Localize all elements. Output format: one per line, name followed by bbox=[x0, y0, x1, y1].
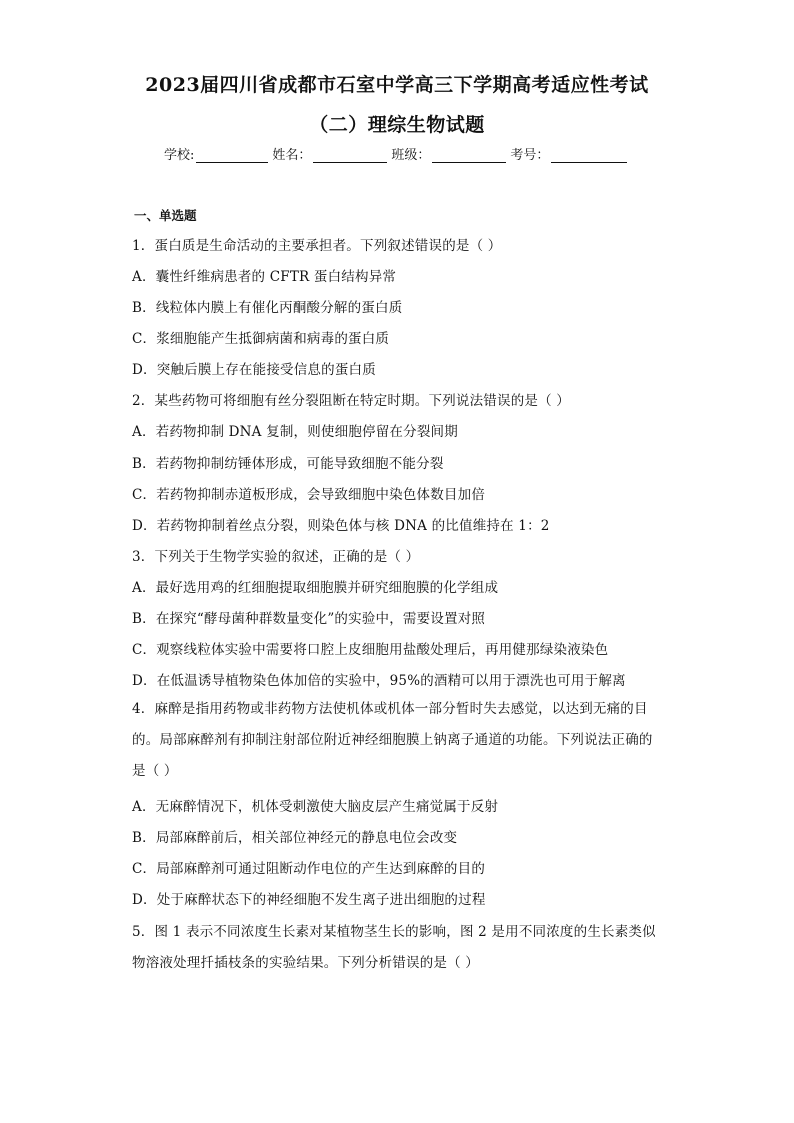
name-blank[interactable] bbox=[313, 148, 387, 163]
question-2-option-c: C．若药物抑制赤道板形成，会导致细胞中染色体数目加倍 bbox=[132, 487, 486, 503]
question-1-option-b: B．线粒体内膜上有催化丙酮酸分解的蛋白质 bbox=[132, 300, 403, 316]
question-5-stem-line1: 5．图 1 表示不同浓度生长素对某植物茎生长的影响，图 2 是用不同浓度的生长素类似 bbox=[132, 924, 656, 940]
question-4-option-a: A．无麻醉情况下，机体受刺激使大脑皮层产生痛觉属于反射 bbox=[132, 799, 499, 815]
question-4-stem: 4．麻醉是指用药物或非药物方法使机体或机体一部分暂时失去感觉，以达到无痛的目的。局部麻醉剂有抑制注射部位附近神经细胞膜上钠离子通道的功能。下列说法正确的是（ ） bbox=[132, 701, 653, 779]
question-2-option-a: A．若药物抑制 DNA 复制，则使细胞停留在分裂间期 bbox=[132, 424, 458, 440]
question-2-stem: 2．某些药物可将细胞有丝分裂阻断在特定时期。下列说法错误的是（ ） bbox=[132, 393, 570, 409]
question-3-option-d: D．在低温诱导植物染色体加倍的实验中，95%的酒精可以用于漂洗也可用于解离 bbox=[132, 673, 626, 689]
school-blank[interactable] bbox=[196, 148, 268, 163]
question-3-option-a: A．最好选用鸡的红细胞提取细胞膜并研究细胞膜的化学组成 bbox=[132, 580, 499, 596]
question-2-option-d: D．若药物抑制着丝点分裂，则染色体与核 DNA 的比值维持在 1：2 bbox=[132, 518, 550, 534]
question-5-stem-line2: 物溶液处理扦插枝条的实验结果。下列分析错误的是（ ） bbox=[132, 955, 479, 971]
class-label: 班级： bbox=[391, 148, 431, 163]
exam-number-label: 考号： bbox=[510, 148, 550, 163]
section-heading: 一、单选题 bbox=[134, 208, 197, 223]
question-4-option-b: B．局部麻醉前后，相关部位神经元的静息电位会改变 bbox=[132, 830, 458, 846]
question-3-option-c: C．观察线粒体实验中需要将口腔上皮细胞用盐酸处理后，再用健那绿染液染色 bbox=[132, 642, 609, 658]
question-4-option-d: D．处于麻醉状态下的神经细胞不发生离子进出细胞的过程 bbox=[132, 892, 486, 908]
question-2-option-b: B．若药物抑制纺锤体形成，可能导致细胞不能分裂 bbox=[132, 456, 444, 472]
question-4-option-c: C．局部麻醉剂可通过阻断动作电位的产生达到麻醉的目的 bbox=[132, 861, 486, 877]
exam-title-line2: （二）理综生物试题 bbox=[309, 114, 485, 136]
question-3-option-b: B．在探究“酵母菌种群数量变化”的实验中，需要设置对照 bbox=[132, 611, 486, 627]
question-1-option-c: C．浆细胞能产生抵御病菌和病毒的蛋白质 bbox=[132, 331, 390, 347]
student-info-row bbox=[164, 144, 631, 163]
question-3-stem: 3．下列关于生物学实验的叙述，正确的是（ ） bbox=[132, 549, 420, 565]
class-blank[interactable] bbox=[432, 148, 506, 163]
name-label: 姓名： bbox=[272, 148, 312, 163]
school-label: 学校: bbox=[164, 148, 195, 163]
question-1-option-d: D．突触后膜上存在能接受信息的蛋白质 bbox=[132, 362, 376, 378]
exam-number-blank[interactable] bbox=[551, 148, 627, 163]
question-1-stem: 1．蛋白质是生命活动的主要承担者。下列叙述错误的是（ ） bbox=[132, 238, 502, 254]
exam-title-line1: 2023届四川省成都市石室中学高三下学期高考适应性考试 bbox=[145, 74, 649, 96]
question-1-option-a: A．囊性纤维病患者的 CFTR 蛋白结构异常 bbox=[132, 269, 397, 285]
